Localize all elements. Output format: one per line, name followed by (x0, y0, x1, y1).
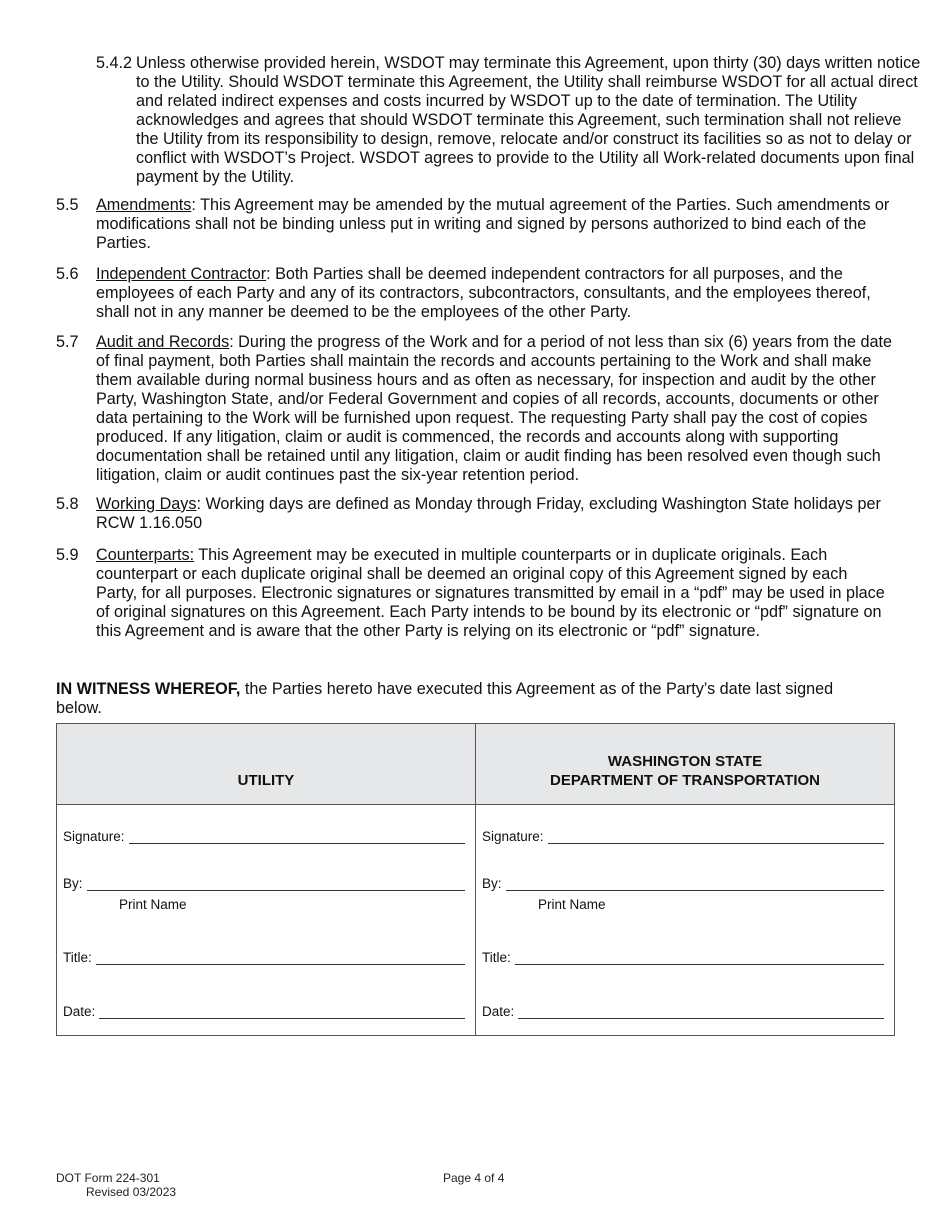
print-name-label: Print Name (119, 897, 187, 912)
clause-text: Unless otherwise provided herein, WSDOT may terminate this Agreement, upon thirty (30) days written notice to the Utility. Should WSDOT terminate this Agreement, the Utility shall reimburse WSDOT for all actual direct and related indirect expenses and costs incurred by WSDOT up to the date of termination. The Utility acknowledges and agrees that should WSDOT terminate this Agreement, such termination shall not relieve the Utility from its responsibility to design, remove, relocate and/or construct its facilities so as not to delay or conflict with WSDOT’s Project. WSDOT agrees to provide to the Utility all Work-related documents upon final payment by the Utility. (136, 54, 921, 186)
title-field[interactable] (515, 950, 884, 965)
wsdot-date-line[interactable] (482, 1004, 884, 1019)
utility-signature-cell (57, 805, 476, 1036)
clause-text: : Working days are defined as Monday through Friday, excluding Washington State holidays per RCW 1.16.050 (96, 495, 881, 532)
clause-number: 5.9 (56, 546, 79, 564)
signature-field[interactable] (548, 829, 884, 844)
signature-field[interactable] (129, 829, 465, 844)
clause-heading: Audit and Records (96, 333, 230, 351)
clause-text: : During the progress of the Work and for a period of not less than six (6) years from the date of final payment, both Parties shall maintain the records and accounts pertaining to the Work and shall make them available during normal business hours and as often as necessary, for inspection and audit by the other Party, Washington State, and/or Federal Government and copies of all records, accounts, documents or other data pertaining to the Work will be furnished upon request. The requesting Party shall pay the cost of copies produced. If any litigation, claim or audit is commenced, the records and accounts along with supporting documentation shall be retained until any litigation, claim or audit finding has been resolved even though such litigation, claim or audit continues past the six-year retention period. (96, 333, 893, 484)
clause-text: This Agreement may be executed in multiple counterparts or in duplicate originals. Each counterpart or each duplicate original shall be deemed an original copy of this Agreement signed by each Party, for all purposes. Electronic signatures or signatures transmitted by email in a “pdf” may be used in place of original signatures on this Agreement. Each Party intends to be bound by its electronic or “pdf” signature on this Agreement and is aware that the other Party is relying on its electronic or “pdf” signature. (96, 546, 885, 640)
witness-text: the Parties hereto have executed this Agreement as of the Party’s date last signed below. (56, 680, 834, 717)
by-label: By: (63, 876, 83, 891)
clause-number: 5.7 (56, 333, 79, 351)
date-field[interactable] (518, 1004, 884, 1019)
wsdot-by-line[interactable] (482, 876, 884, 891)
utility-header-label: UTILITY (237, 772, 295, 789)
wsdot-title-line[interactable] (482, 950, 884, 965)
utility-date-line[interactable] (63, 1004, 465, 1019)
wsdot-signature-cell (476, 805, 895, 1036)
clause-heading: Independent Contractor (96, 265, 267, 283)
clause-text: : This Agreement may be amended by the mutual agreement of the Parties. Such amendments or modifications shall not be binding unless put in writing and signed by persons authorized to bind each of the Parties. (96, 196, 890, 252)
title-field[interactable] (96, 950, 465, 965)
signature-table (56, 723, 895, 1036)
clause-text: : Both Parties shall be deemed independent contractors for all purposes, and the employees of each Party and any of its contractors, subcontractors, consultants, and the employees thereof, shall not in any manner be deemed to be the employees of the other Party. (96, 265, 871, 321)
by-field[interactable] (506, 876, 884, 891)
clause-heading: Working Days (96, 495, 197, 513)
date-label: Date: (482, 1004, 515, 1019)
utility-signature-line[interactable] (63, 829, 465, 844)
date-field[interactable] (99, 1004, 465, 1019)
clause-number: 5.5 (56, 196, 79, 214)
form-number: DOT Form 224-301 (56, 1171, 160, 1185)
signature-label: Signature: (63, 829, 125, 844)
clause-number: 5.4.2 (96, 54, 133, 72)
wsdot-header (476, 724, 895, 805)
page-number: Page 4 of 4 (443, 1171, 505, 1185)
clause-5-4-2 (96, 54, 921, 186)
wsdot-header-line2: DEPARTMENT OF TRANSPORTATION (550, 772, 820, 789)
utility-header (57, 724, 476, 805)
witness-bold: IN WITNESS WHEREOF, (56, 680, 241, 698)
clause-heading: Counterparts: (96, 546, 195, 564)
clause-number: 5.8 (56, 495, 79, 513)
clause-number: 5.6 (56, 265, 79, 283)
clause-heading: Amendments (96, 196, 192, 214)
signature-label: Signature: (482, 829, 544, 844)
form-revised: Revised 03/2023 (86, 1185, 177, 1199)
by-field[interactable] (87, 876, 465, 891)
by-label: By: (482, 876, 502, 891)
wsdot-signature-line[interactable] (482, 829, 884, 844)
title-label: Title: (482, 950, 511, 965)
title-label: Title: (63, 950, 92, 965)
wsdot-header-line1: WASHINGTON STATE (607, 753, 763, 770)
print-name-label: Print Name (538, 897, 606, 912)
footer-form (56, 1171, 176, 1199)
utility-by-line[interactable] (63, 876, 465, 891)
date-label: Date: (63, 1004, 96, 1019)
utility-title-line[interactable] (63, 950, 465, 965)
witness-statement (56, 680, 836, 718)
